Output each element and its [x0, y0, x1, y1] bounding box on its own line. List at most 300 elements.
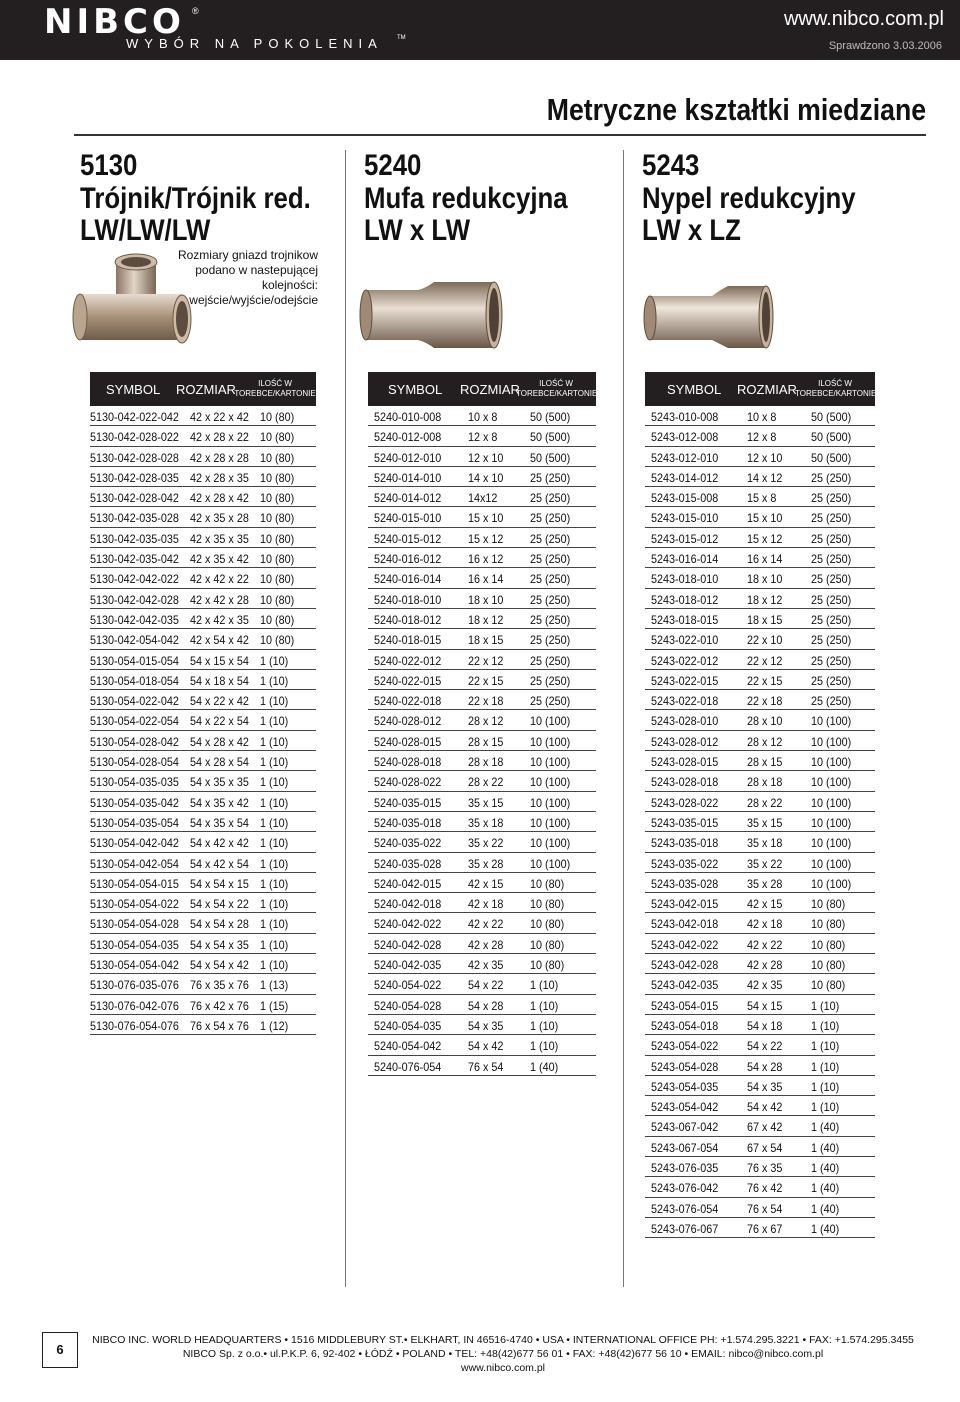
table-row: [368, 1056, 596, 1076]
size-cell: 35 x 28: [747, 876, 783, 891]
symbol-cell: 5130-054-028-054: [90, 755, 179, 770]
quantity-cell: 10 (100): [811, 815, 852, 830]
size-cell: 14 x 12: [747, 470, 783, 485]
table-row: [368, 974, 596, 994]
footer: [88, 1333, 918, 1375]
quantity-cell: 25 (250): [811, 531, 852, 546]
table-row: [368, 832, 596, 852]
quantity-cell: 1 (10): [530, 1039, 559, 1054]
table-row: [645, 548, 875, 568]
size-cell: 54 x 42: [468, 1039, 504, 1054]
symbol-cell: 5243-028-012: [651, 734, 719, 749]
product-code: 5240: [364, 149, 422, 182]
quantity-cell: 10 (80): [260, 531, 295, 546]
symbol-cell: 5240-054-028: [374, 998, 442, 1013]
size-cell: 14x12: [468, 491, 498, 506]
size-cell: 35 x 22: [468, 836, 504, 851]
symbol-cell: 5240-035-028: [374, 856, 442, 871]
symbol-cell: 5240-014-012: [374, 491, 442, 506]
symbol-cell: 5243-076-067: [651, 1221, 719, 1236]
table-row: [90, 974, 316, 994]
size-cell: 42 x 35 x 35: [190, 531, 249, 546]
product-name: Trójnik/Trójnik red.: [80, 182, 311, 215]
size-cell: 54 x 28: [747, 1059, 783, 1074]
size-cell: 22 x 18: [468, 694, 504, 709]
symbol-cell: 5243-018-010: [651, 572, 719, 587]
symbol-cell: 5240-076-054: [374, 1059, 442, 1074]
symbol-cell: 5243-028-022: [651, 795, 719, 810]
header-quantity: ILOŚĆ W TOREBCE/KARTONIE: [234, 379, 316, 398]
size-cell: 76 x 35: [747, 1160, 783, 1175]
symbol-cell: 5240-028-012: [374, 714, 442, 729]
quantity-cell: 25 (250): [530, 592, 571, 607]
product-name: Nypel redukcyjny: [642, 182, 856, 215]
size-cell: 35 x 18: [747, 836, 783, 851]
table-row: [90, 548, 316, 568]
size-cell: 54 x 54 x 22: [190, 897, 249, 912]
quantity-cell: 10 (80): [260, 633, 295, 648]
product-table-5130: [90, 372, 316, 1035]
symbol-cell: 5243-042-015: [651, 897, 719, 912]
table-row: [645, 974, 875, 994]
quantity-cell: 25 (250): [811, 592, 852, 607]
size-cell: 54 x 22: [468, 978, 504, 993]
size-cell: 28 x 15: [468, 734, 504, 749]
size-cell: 15 x 10: [468, 511, 504, 526]
symbol-cell: 5243-015-008: [651, 491, 719, 506]
symbol-cell: 5240-042-028: [374, 937, 442, 952]
symbol-cell: 5130-054-028-042: [90, 734, 179, 749]
table-row: [90, 832, 316, 852]
quantity-cell: 1 (40): [530, 1059, 559, 1074]
symbol-cell: 5243-022-015: [651, 673, 719, 688]
nibco-logo: NIBCO: [44, 2, 185, 42]
quantity-cell: 25 (250): [530, 511, 571, 526]
table-row: [368, 507, 596, 527]
symbol-cell: 5240-018-015: [374, 633, 442, 648]
size-cell: 54 x 28 x 54: [190, 755, 249, 770]
size-cell: 28 x 18: [747, 775, 783, 790]
quantity-cell: 10 (80): [530, 897, 565, 912]
table-row: [90, 710, 316, 730]
quantity-cell: 10 (100): [530, 775, 571, 790]
table-row: [90, 853, 316, 873]
trademark-mark: TM: [397, 35, 406, 41]
footer-website[interactable]: www.nibco.com.pl: [460, 1362, 546, 1374]
symbol-cell: 5243-042-035: [651, 978, 719, 993]
header-quantity: ILOŚĆ W TOREBCE/KARTONIE: [516, 379, 598, 398]
nipple-image: [642, 282, 774, 354]
quantity-cell: 25 (250): [811, 633, 852, 648]
quantity-cell: 1 (40): [811, 1201, 840, 1216]
product-table-5240: [368, 372, 596, 1076]
size-cell: 54 x 54 x 28: [190, 917, 249, 932]
table-row: [90, 568, 316, 588]
symbol-cell: 5240-054-035: [374, 1018, 442, 1033]
table-row: [368, 629, 596, 649]
table-row: [368, 934, 596, 954]
symbol-cell: 5243-018-015: [651, 612, 719, 627]
quantity-cell: 1 (40): [811, 1140, 840, 1155]
size-cell: 76 x 42 x 76: [190, 998, 249, 1013]
symbol-cell: 5243-022-018: [651, 694, 719, 709]
size-cell: 54 x 18: [747, 1018, 783, 1033]
symbol-cell: 5240-028-018: [374, 755, 442, 770]
table-row: [368, 893, 596, 913]
symbol-cell: 5130-054-015-054: [90, 653, 179, 668]
quantity-cell: 10 (100): [811, 755, 852, 770]
table-body: [368, 406, 596, 1076]
symbol-cell: 5240-028-015: [374, 734, 442, 749]
table-row: [645, 751, 875, 771]
size-cell: 54 x 35: [468, 1018, 504, 1033]
quantity-cell: 1 (10): [811, 1039, 840, 1054]
symbol-cell: 5243-016-014: [651, 552, 719, 567]
footer-poland-address: NIBCO Sp. z o.o.• ul.P.K.P. 6, 92-402 • ŁÓDŹ • POLAND • TEL: +48(42)677 56 01 • FAX: +48(42)677 56 10 • EMAIL: nibco@nibco.com.pl: [182, 1348, 824, 1360]
product-name: Mufa redukcyjna: [364, 182, 568, 215]
header-quantity: ILOŚĆ W TOREBCE/KARTONIE: [795, 379, 877, 398]
size-cell: 18 x 15: [468, 633, 504, 648]
size-cell: 42 x 42 x 28: [190, 592, 249, 607]
table-row: [645, 467, 875, 487]
quantity-cell: 25 (250): [811, 511, 852, 526]
quantity-cell: 50 (500): [530, 450, 571, 465]
quantity-cell: 1 (10): [260, 876, 289, 891]
size-cell: 14 x 10: [468, 470, 504, 485]
table-row: [90, 528, 316, 548]
size-cell: 54 x 28: [468, 998, 504, 1013]
quantity-cell: 10 (100): [530, 836, 571, 851]
size-cell: 54 x 35 x 35: [190, 775, 249, 790]
size-cell: 10 x 8: [468, 410, 498, 424]
table-row: [645, 954, 875, 974]
symbol-cell: 5243-035-018: [651, 836, 719, 851]
size-cell: 42 x 22 x 42: [190, 410, 249, 424]
quantity-cell: 1 (10): [260, 795, 289, 810]
table-row: [645, 873, 875, 893]
table-row: [90, 487, 316, 507]
symbol-cell: 5240-012-008: [374, 430, 442, 445]
symbol-cell: 5240-010-008: [374, 410, 442, 424]
quantity-cell: 1 (10): [811, 998, 840, 1013]
table-row: [645, 1096, 875, 1116]
size-cell: 76 x 54: [468, 1059, 504, 1074]
table-row: [90, 629, 316, 649]
coupling-image: [356, 278, 506, 354]
quantity-cell: 25 (250): [530, 612, 571, 627]
symbol-cell: 5130-042-054-042: [90, 633, 179, 648]
symbol-cell: 5130-054-035-035: [90, 775, 179, 790]
quantity-cell: 10 (80): [260, 450, 295, 465]
table-row: [368, 771, 596, 791]
quantity-cell: 25 (250): [811, 572, 852, 587]
quantity-cell: 10 (100): [530, 815, 571, 830]
table-row: [368, 812, 596, 832]
symbol-cell: 5243-054-028: [651, 1059, 719, 1074]
quantity-cell: 10 (80): [811, 958, 846, 973]
table-row: [368, 589, 596, 609]
table-row: [645, 710, 875, 730]
quantity-cell: 10 (100): [811, 795, 852, 810]
symbol-cell: 5243-054-035: [651, 1079, 719, 1094]
product-code: 5130: [80, 149, 138, 182]
size-cell: 12 x 10: [747, 450, 783, 465]
quantity-cell: 25 (250): [530, 673, 571, 688]
quantity-cell: 10 (80): [530, 917, 565, 932]
size-cell: 18 x 10: [468, 592, 504, 607]
quantity-cell: 1 (40): [811, 1120, 840, 1135]
quantity-cell: 25 (250): [530, 653, 571, 668]
quantity-cell: 10 (80): [530, 958, 565, 973]
table-row: [645, 568, 875, 588]
quantity-cell: 10 (100): [530, 795, 571, 810]
quantity-cell: 10 (80): [260, 592, 295, 607]
quantity-cell: 1 (10): [260, 856, 289, 871]
quantity-cell: 10 (80): [530, 937, 565, 952]
quantity-cell: 10 (80): [260, 552, 295, 567]
size-cell: 35 x 28: [468, 856, 504, 871]
size-cell: 35 x 18: [468, 815, 504, 830]
symbol-cell: 5243-076-042: [651, 1181, 719, 1196]
symbol-cell: 5130-042-022-042: [90, 410, 179, 424]
table-row: [645, 487, 875, 507]
table-row: [90, 1015, 316, 1035]
table-row: [645, 1015, 875, 1035]
symbol-cell: 5130-042-035-035: [90, 531, 179, 546]
size-cell: 54 x 42 x 54: [190, 856, 249, 871]
table-row: [90, 650, 316, 670]
header-bar: [0, 0, 960, 60]
quantity-cell: 10 (100): [811, 856, 852, 871]
symbol-cell: 5240-018-010: [374, 592, 442, 607]
size-cell: 42 x 35 x 28: [190, 511, 249, 526]
size-cell: 54 x 54 x 15: [190, 876, 249, 891]
symbol-cell: 5243-076-035: [651, 1160, 719, 1175]
size-cell: 12 x 10: [468, 450, 504, 465]
quantity-cell: 25 (250): [530, 552, 571, 567]
quantity-cell: 50 (500): [811, 450, 852, 465]
quantity-cell: 10 (80): [811, 937, 846, 952]
symbol-cell: 5243-035-028: [651, 876, 719, 891]
symbol-cell: 5240-042-015: [374, 876, 442, 891]
table-row: [90, 507, 316, 527]
table-row: [645, 629, 875, 649]
symbol-cell: 5130-054-035-042: [90, 795, 179, 810]
size-cell: 18 x 10: [747, 572, 783, 587]
size-cell: 76 x 35 x 76: [190, 978, 249, 993]
quantity-cell: 1 (10): [530, 978, 559, 993]
quantity-cell: 25 (250): [811, 653, 852, 668]
symbol-cell: 5130-042-042-028: [90, 592, 179, 607]
size-cell: 54 x 22 x 42: [190, 694, 249, 709]
size-cell: 42 x 35 x 42: [190, 552, 249, 567]
table-row: [645, 934, 875, 954]
quantity-cell: 1 (10): [260, 897, 289, 912]
quantity-cell: 1 (10): [260, 673, 289, 688]
table-row: [90, 447, 316, 467]
table-row: [368, 954, 596, 974]
symbol-cell: 5240-035-022: [374, 836, 442, 851]
size-cell: 28 x 12: [468, 714, 504, 729]
quantity-cell: 25 (250): [811, 470, 852, 485]
symbol-cell: 5243-022-012: [651, 653, 719, 668]
size-cell: 42 x 42 x 35: [190, 612, 249, 627]
quantity-cell: 1 (10): [811, 1059, 840, 1074]
quantity-cell: 50 (500): [530, 430, 571, 445]
quantity-cell: 10 (80): [260, 572, 295, 587]
symbol-cell: 5240-054-022: [374, 978, 442, 993]
size-cell: 54 x 18 x 54: [190, 673, 249, 688]
table-row: [368, 690, 596, 710]
table-row: [368, 406, 596, 426]
column-divider: [623, 150, 624, 1287]
quantity-cell: 10 (100): [811, 714, 852, 729]
symbol-cell: 5243-028-010: [651, 714, 719, 729]
symbol-cell: 5240-035-018: [374, 815, 442, 830]
quantity-cell: 10 (80): [260, 470, 295, 485]
size-cell: 42 x 28 x 35: [190, 470, 249, 485]
symbol-cell: 5130-076-042-076: [90, 998, 179, 1013]
size-cell: 67 x 54: [747, 1140, 783, 1155]
table-row: [90, 751, 316, 771]
table-row: [368, 710, 596, 730]
size-cell: 42 x 35: [468, 958, 504, 973]
quantity-cell: 1 (10): [811, 1100, 840, 1115]
header-symbol: SYMBOL: [388, 382, 443, 397]
size-cell: 28 x 22: [468, 775, 504, 790]
size-cell: 54 x 22 x 54: [190, 714, 249, 729]
table-row: [645, 507, 875, 527]
quantity-cell: 1 (10): [260, 714, 289, 729]
quantity-cell: 10 (80): [811, 978, 846, 993]
table-row: [645, 406, 875, 426]
symbol-cell: 5240-054-042: [374, 1039, 442, 1054]
size-cell: 42 x 22: [747, 937, 783, 952]
checked-date: Sprawdzono 3.03.2006: [828, 40, 942, 52]
quantity-cell: 10 (80): [811, 917, 846, 932]
table-row: [645, 1116, 875, 1136]
table-row: [90, 913, 316, 933]
quantity-cell: 25 (250): [811, 491, 852, 506]
quantity-cell: 10 (80): [260, 491, 295, 506]
size-cell: 54 x 28 x 42: [190, 734, 249, 749]
header-symbol: SYMBOL: [667, 382, 722, 397]
quantity-cell: 1 (40): [811, 1221, 840, 1236]
table-row: [645, 792, 875, 812]
table-row: [645, 690, 875, 710]
size-cell: 12 x 8: [747, 430, 777, 445]
table-row: [90, 792, 316, 812]
symbol-cell: 5240-022-012: [374, 653, 442, 668]
header-size: ROZMIAR: [737, 382, 797, 397]
quantity-cell: 1 (10): [260, 836, 289, 851]
size-cell: 22 x 18: [747, 694, 783, 709]
size-cell: 42 x 28 x 28: [190, 450, 249, 465]
quantity-cell: 25 (250): [811, 673, 852, 688]
size-cell: 42 x 18: [747, 917, 783, 932]
symbol-cell: 5240-022-015: [374, 673, 442, 688]
symbol-cell: 5130-054-054-022: [90, 897, 179, 912]
quantity-cell: 10 (80): [530, 876, 565, 891]
table-row: [645, 893, 875, 913]
table-row: [90, 690, 316, 710]
table-header: [90, 372, 316, 406]
size-cell: 15 x 8: [747, 491, 777, 506]
symbol-cell: 5243-042-018: [651, 917, 719, 932]
table-row: [645, 650, 875, 670]
table-row: [368, 853, 596, 873]
website-link[interactable]: www.nibco.com.pl: [783, 8, 944, 30]
table-row: [90, 771, 316, 791]
size-cell: 28 x 18: [468, 755, 504, 770]
quantity-cell: 1 (10): [260, 775, 289, 790]
table-row: [368, 447, 596, 467]
table-row: [368, 650, 596, 670]
symbol-cell: 5240-042-022: [374, 917, 442, 932]
symbol-cell: 5240-042-018: [374, 897, 442, 912]
table-row: [645, 426, 875, 446]
quantity-cell: 1 (10): [260, 958, 289, 973]
size-cell: 42 x 28 x 42: [190, 491, 249, 506]
symbol-cell: 5243-067-054: [651, 1140, 719, 1155]
symbol-cell: 5243-035-015: [651, 815, 719, 830]
quantity-cell: 50 (500): [811, 430, 852, 445]
symbol-cell: 5240-014-010: [374, 470, 442, 485]
symbol-cell: 5240-028-022: [374, 775, 442, 790]
table-row: [368, 426, 596, 446]
symbol-cell: 5243-018-012: [651, 592, 719, 607]
quantity-cell: 10 (100): [530, 734, 571, 749]
quantity-cell: 1 (10): [260, 734, 289, 749]
size-cell: 12 x 8: [468, 430, 498, 445]
table-row: [368, 609, 596, 629]
product-connection: LW x LZ: [642, 214, 741, 247]
quantity-cell: 10 (100): [811, 836, 852, 851]
size-cell: 76 x 67: [747, 1221, 783, 1236]
quantity-cell: 10 (100): [811, 734, 852, 749]
quantity-cell: 10 (100): [530, 755, 571, 770]
table-row: [90, 873, 316, 893]
table-row: [368, 548, 596, 568]
table-row: [90, 406, 316, 426]
table-row: [90, 731, 316, 751]
size-cell: 22 x 15: [747, 673, 783, 688]
size-cell: 28 x 22: [747, 795, 783, 810]
symbol-cell: 5130-054-022-054: [90, 714, 179, 729]
quantity-cell: 10 (100): [811, 775, 852, 790]
footer-hq-address: NIBCO INC. WORLD HEADQUARTERS • 1516 MIDDLEBURY ST.• ELKHART, IN 46516-4740 • USA • INTERNATIONAL OFFICE PH: +1.574.295.3221 • FAX: +1.574.295.3455: [92, 1334, 914, 1346]
table-row: [368, 995, 596, 1015]
size-cell: 54 x 35 x 54: [190, 815, 249, 830]
quantity-cell: 50 (500): [811, 410, 852, 424]
size-cell: 35 x 22: [747, 856, 783, 871]
size-cell: 54 x 54 x 35: [190, 937, 249, 952]
quantity-cell: 25 (250): [530, 531, 571, 546]
table-row: [645, 609, 875, 629]
product-connection: LW x LW: [364, 214, 471, 247]
table-row: [645, 670, 875, 690]
quantity-cell: 25 (250): [530, 694, 571, 709]
quantity-cell: 10 (80): [260, 430, 295, 445]
symbol-cell: 5243-067-042: [651, 1120, 719, 1135]
table-row: [645, 832, 875, 852]
symbol-cell: 5130-054-042-042: [90, 836, 179, 851]
symbol-cell: 5130-042-035-042: [90, 552, 179, 567]
size-cell: 42 x 28 x 22: [190, 430, 249, 445]
table-row: [90, 589, 316, 609]
table-row: [90, 670, 316, 690]
quantity-cell: 25 (250): [530, 470, 571, 485]
